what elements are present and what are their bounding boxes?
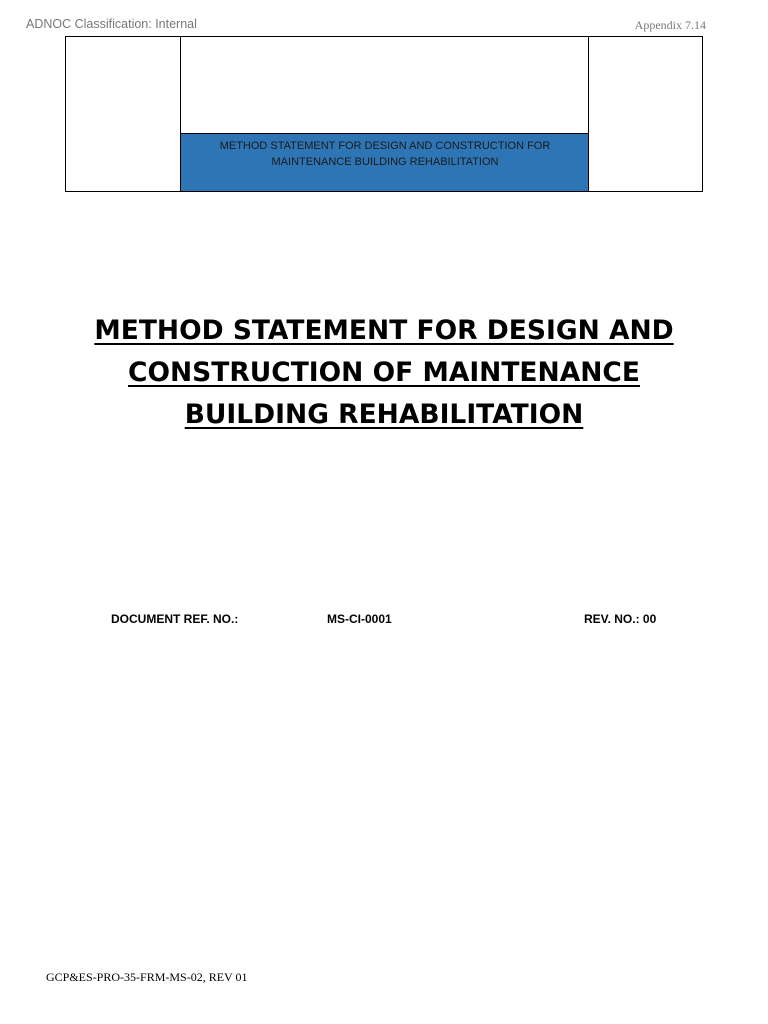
- logo-cell-right: [588, 37, 702, 191]
- logo-cell-left: [66, 37, 181, 191]
- title-block-table: [65, 36, 703, 192]
- title-band-line-1: METHOD STATEMENT FOR DESIGN AND CONSTRUCTION FOR: [219, 140, 551, 152]
- document-title-line-2: CONSTRUCTION OF MAINTENANCE: [128, 357, 640, 388]
- title-block-band: [181, 134, 589, 191]
- footer-form-code: GCP&ES-PRO-35-FRM-MS-02, REV 01: [46, 970, 248, 984]
- title-band-line-2: MAINTENANCE BUILDING REHABILITATION: [271, 156, 499, 168]
- classification-label: ADNOC Classification: Internal: [26, 17, 197, 31]
- document-title: [60, 310, 708, 436]
- title-block-top-cell: [181, 37, 589, 134]
- appendix-label: Appendix 7.14: [634, 18, 706, 32]
- document-title-line-3: BUILDING REHABILITATION: [184, 399, 584, 430]
- document-title-line-1: METHOD STATEMENT FOR DESIGN AND: [94, 315, 674, 346]
- title-band-text: [220, 138, 551, 170]
- revision-number: REV. NO.: 00: [584, 612, 657, 626]
- document-ref-label: DOCUMENT REF. NO.:: [111, 612, 239, 626]
- document-ref-value: MS-CI-0001: [327, 612, 392, 626]
